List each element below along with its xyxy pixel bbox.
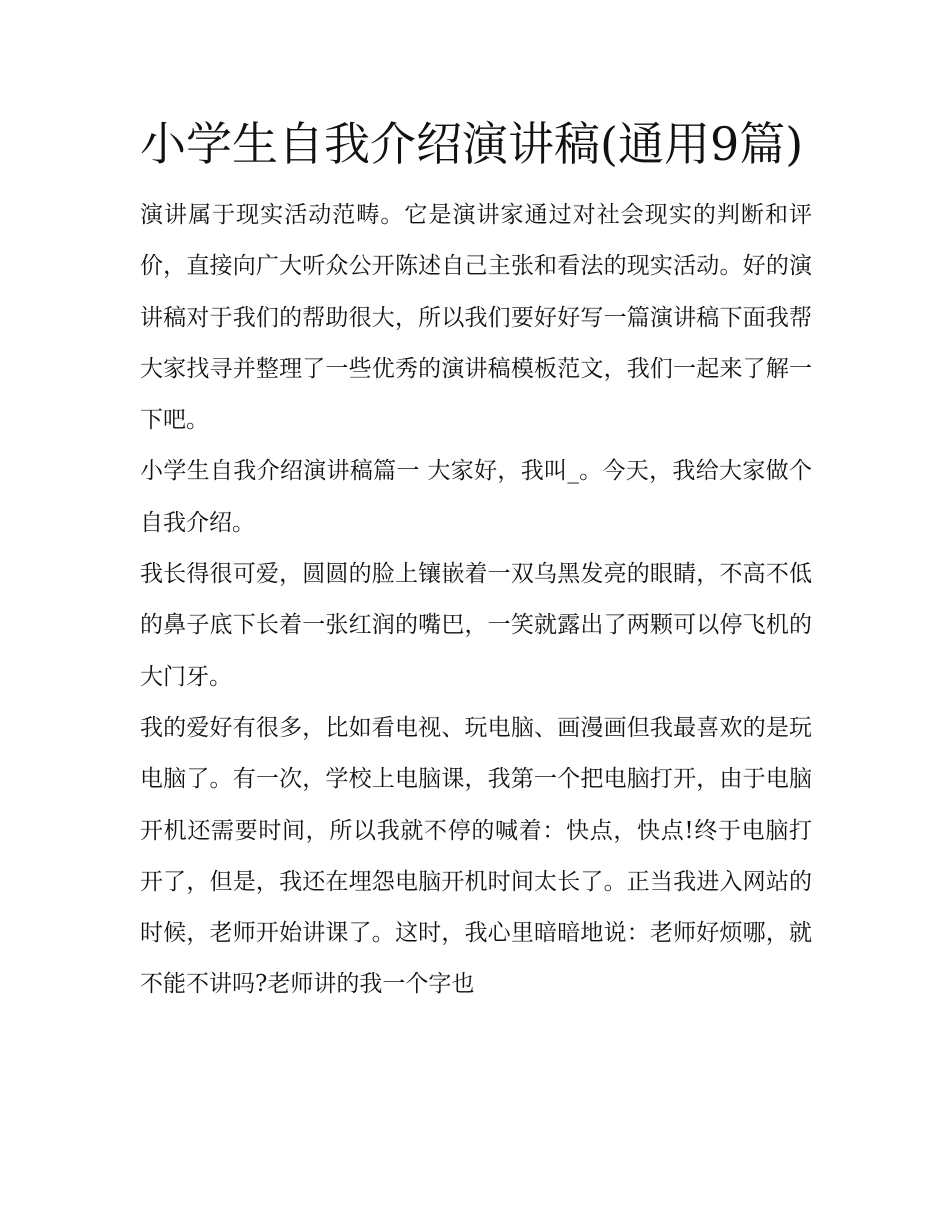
document-title: 小学生自我介绍演讲稿(通用9篇) bbox=[140, 117, 804, 171]
document-body bbox=[140, 112, 812, 1011]
paragraph-appearance: 我长得很可爱，圆圆的脸上镶嵌着一双乌黑发亮的眼睛，不高不低的鼻子底下长着一张红润的嘴巴，一笑就露出了两颗可以停飞机的大门牙。 bbox=[140, 561, 812, 690]
paragraph-greeting: 小学生自我介绍演讲稿篇一 大家好，我叫_。今天，我给大家做个自我介绍。 bbox=[140, 458, 812, 536]
paragraph-hobbies: 我的爱好有很多，比如看电视、玩电脑、画漫画但我最喜欢的是玩电脑了。有一次，学校上电脑课，我第一个把电脑打开，由于电脑开机还需要时间，所以我就不停的喊着：快点，快点!终于电脑打开了，但是，我还在埋怨电脑开机时间太长了。正当我进入网站的时候，老师开始讲课了。这时，我心里暗暗地说：老师好烦哪，就不能不讲吗?老师讲的我一个字也 bbox=[140, 714, 812, 998]
paragraph-intro: 演讲属于现实活动范畴。它是演讲家通过对社会现实的判断和评价，直接向广大听众公开陈述自己主张和看法的现实活动。好的演讲稿对于我们的帮助很大，所以我们要好好写一篇演讲稿下面我帮大家找寻并整理了一些优秀的演讲稿模板范文，我们一起来了解一下吧。 bbox=[140, 202, 812, 434]
